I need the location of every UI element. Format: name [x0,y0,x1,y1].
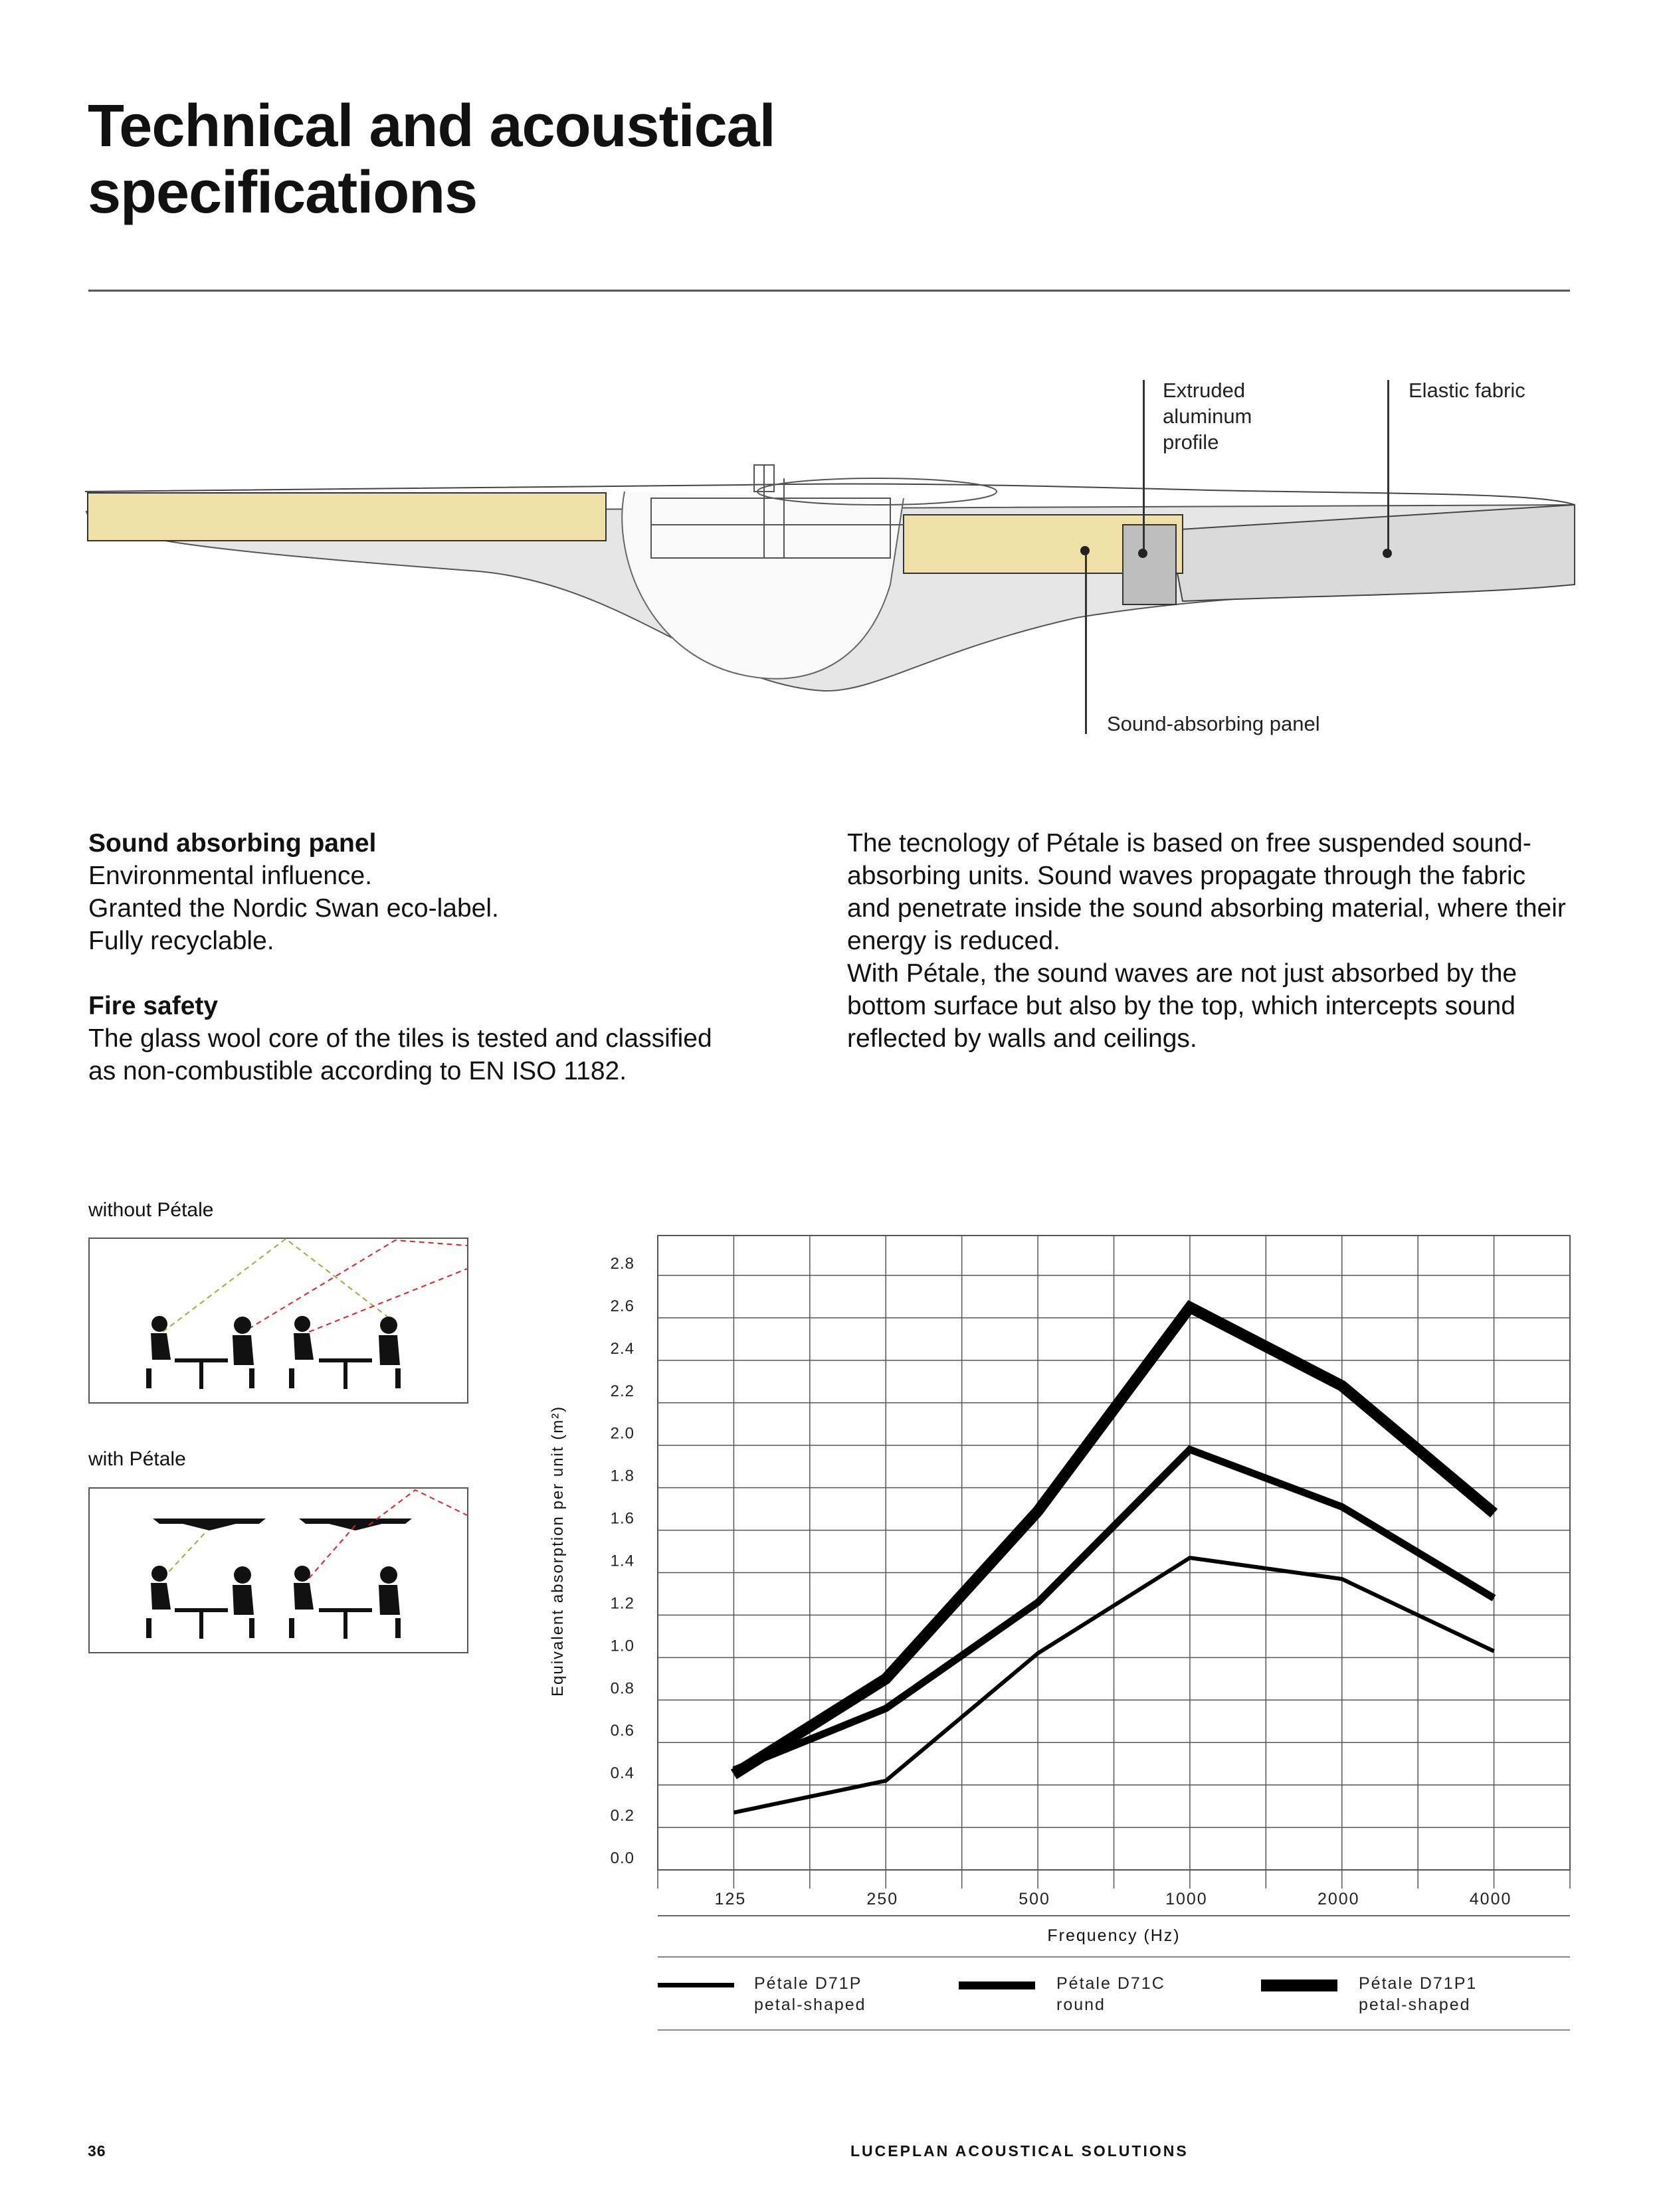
red-sound-path [309,1525,355,1578]
aluminum-profile [1123,525,1176,604]
legend-top-rule [658,1956,1570,1958]
legend-label-line: petal-shaped [754,1995,866,2014]
y-tick-label: 2.6 [610,1297,634,1315]
green-sound-path [163,1532,206,1578]
legend-label-line: Pétale D71P [754,1974,862,1993]
page-title [88,93,1018,226]
y-tick-label: 2.2 [610,1382,634,1400]
y-tick-label: 2.8 [610,1255,634,1273]
callout-line: Extruded [1163,379,1246,402]
body-line: bottom surface but also by the top, which intercepts sound [847,992,1515,1020]
legend-swatch-thin [658,1983,734,1987]
legend-item-d71p1 [1359,1973,1477,2015]
legend-label-line: Pétale D71C [1056,1974,1165,1993]
body-line: With Pétale, the sound waves are not just absorbed by the [847,959,1517,988]
legend-swatch-thick [1261,1980,1337,1991]
absorption-chart [578,1232,1575,1908]
scene-without-illustration [90,1239,467,1402]
extruded-profile-leader [1143,380,1145,554]
panel-line: Environmental influence. [88,862,373,890]
body-line: absorbing units. Sound waves propagate through the fabric [847,862,1526,890]
fire-line: The glass wool core of the tiles is tested and classified [88,1024,712,1053]
legend-label-line: petal-shaped [1359,1995,1471,2014]
extruded-profile-dot [1138,549,1147,558]
callout-line: profile [1163,430,1219,454]
panel-heading: Sound absorbing panel [88,829,377,858]
y-tick-label: 0.0 [610,1849,634,1867]
legend-item-d71c [1056,1973,1165,2015]
scene-with-petale [88,1487,468,1653]
y-tick-label: 0.4 [610,1764,634,1783]
y-tick-label: 0.8 [610,1679,634,1698]
x-tick-label: 250 [866,1890,899,1908]
y-tick-label: 1.4 [610,1552,634,1570]
footer-brand: LUCEPLAN ACOUSTICAL SOLUTIONS [850,2142,1189,2160]
body-line: energy is reduced. [847,927,1060,955]
y-tick-label: 1.2 [610,1594,634,1613]
x-tick-label: 125 [714,1890,747,1908]
y-tick-label: 1.0 [610,1637,634,1655]
y-axis-label: Equivalent absorption per unit (m²) [549,1405,567,1697]
y-tick-label: 0.6 [610,1722,634,1740]
red-sound-path [233,1240,467,1338]
axis-divider [658,1915,1570,1916]
title-line-1: Technical and acoustical [88,93,775,159]
callout-elastic-fabric: Elastic fabric [1409,379,1525,402]
x-tick-label: 4000 [1469,1890,1512,1908]
diners-silhouettes [146,1316,401,1389]
panel-line: Fully recyclable. [88,927,274,955]
y-tick-label: 2.4 [610,1339,634,1358]
legend-bottom-rule [658,2029,1570,2031]
callout-extruded-profile [1163,377,1252,455]
title-divider [88,290,1570,292]
body-line: and penetrate inside the sound absorbing material, where their [847,894,1566,923]
y-tick-labels [611,1255,634,1867]
legend-swatch-medium [959,1982,1035,1989]
callout-sound-absorbing-panel: Sound-absorbing panel [1107,712,1320,735]
scene-without-petale [88,1238,468,1404]
x-tick-labels [715,1890,1512,1908]
left-text-column [88,827,819,1087]
callout-line: aluminum [1163,405,1252,428]
body-line: The tecnology of Pétale is based on free suspended sound- [847,829,1531,858]
y-tick-label: 2.0 [610,1424,634,1443]
sound-panel-dot [1080,546,1090,555]
panel-line: Granted the Nordic Swan eco-label. [88,894,499,923]
legend-item-d71p [754,1973,866,2015]
y-axis-label-wrap [545,1405,571,1697]
y-tick-label: 0.2 [610,1807,634,1825]
green-sound-path [163,1239,399,1332]
cross-section-diagram [80,452,1581,717]
petale-panels [153,1519,412,1530]
scene-with-illustration [90,1489,467,1652]
x-axis-label: Frequency (Hz) [1047,1926,1181,1945]
with-petale-label: with Pétale [88,1448,186,1470]
title-line-2: specifications [88,159,478,226]
y-tick-label: 1.6 [610,1509,634,1528]
fire-heading: Fire safety [88,992,219,1020]
x-tick-label: 500 [1019,1890,1050,1908]
diners-silhouettes [146,1566,401,1639]
legend-label-line: round [1056,1995,1106,2014]
elastic-fabric-dot [1383,549,1392,558]
body-line: reflected by walls and ceilings. [847,1024,1197,1053]
page-number: 36 [88,2142,106,2160]
without-petale-label: without Pétale [88,1199,214,1221]
x-tick-label: 1000 [1165,1890,1208,1908]
right-text-column [847,827,1578,1055]
left-absorbing-panel [88,493,606,541]
sound-panel-leader [1085,551,1087,734]
elastic-fabric-leader [1387,380,1389,554]
x-tick-label: 2000 [1317,1890,1360,1908]
y-tick-label: 1.8 [610,1467,634,1485]
fire-line: as non-combustible according to EN ISO 1182. [88,1057,627,1085]
legend-label-line: Pétale D71P1 [1359,1974,1478,1993]
